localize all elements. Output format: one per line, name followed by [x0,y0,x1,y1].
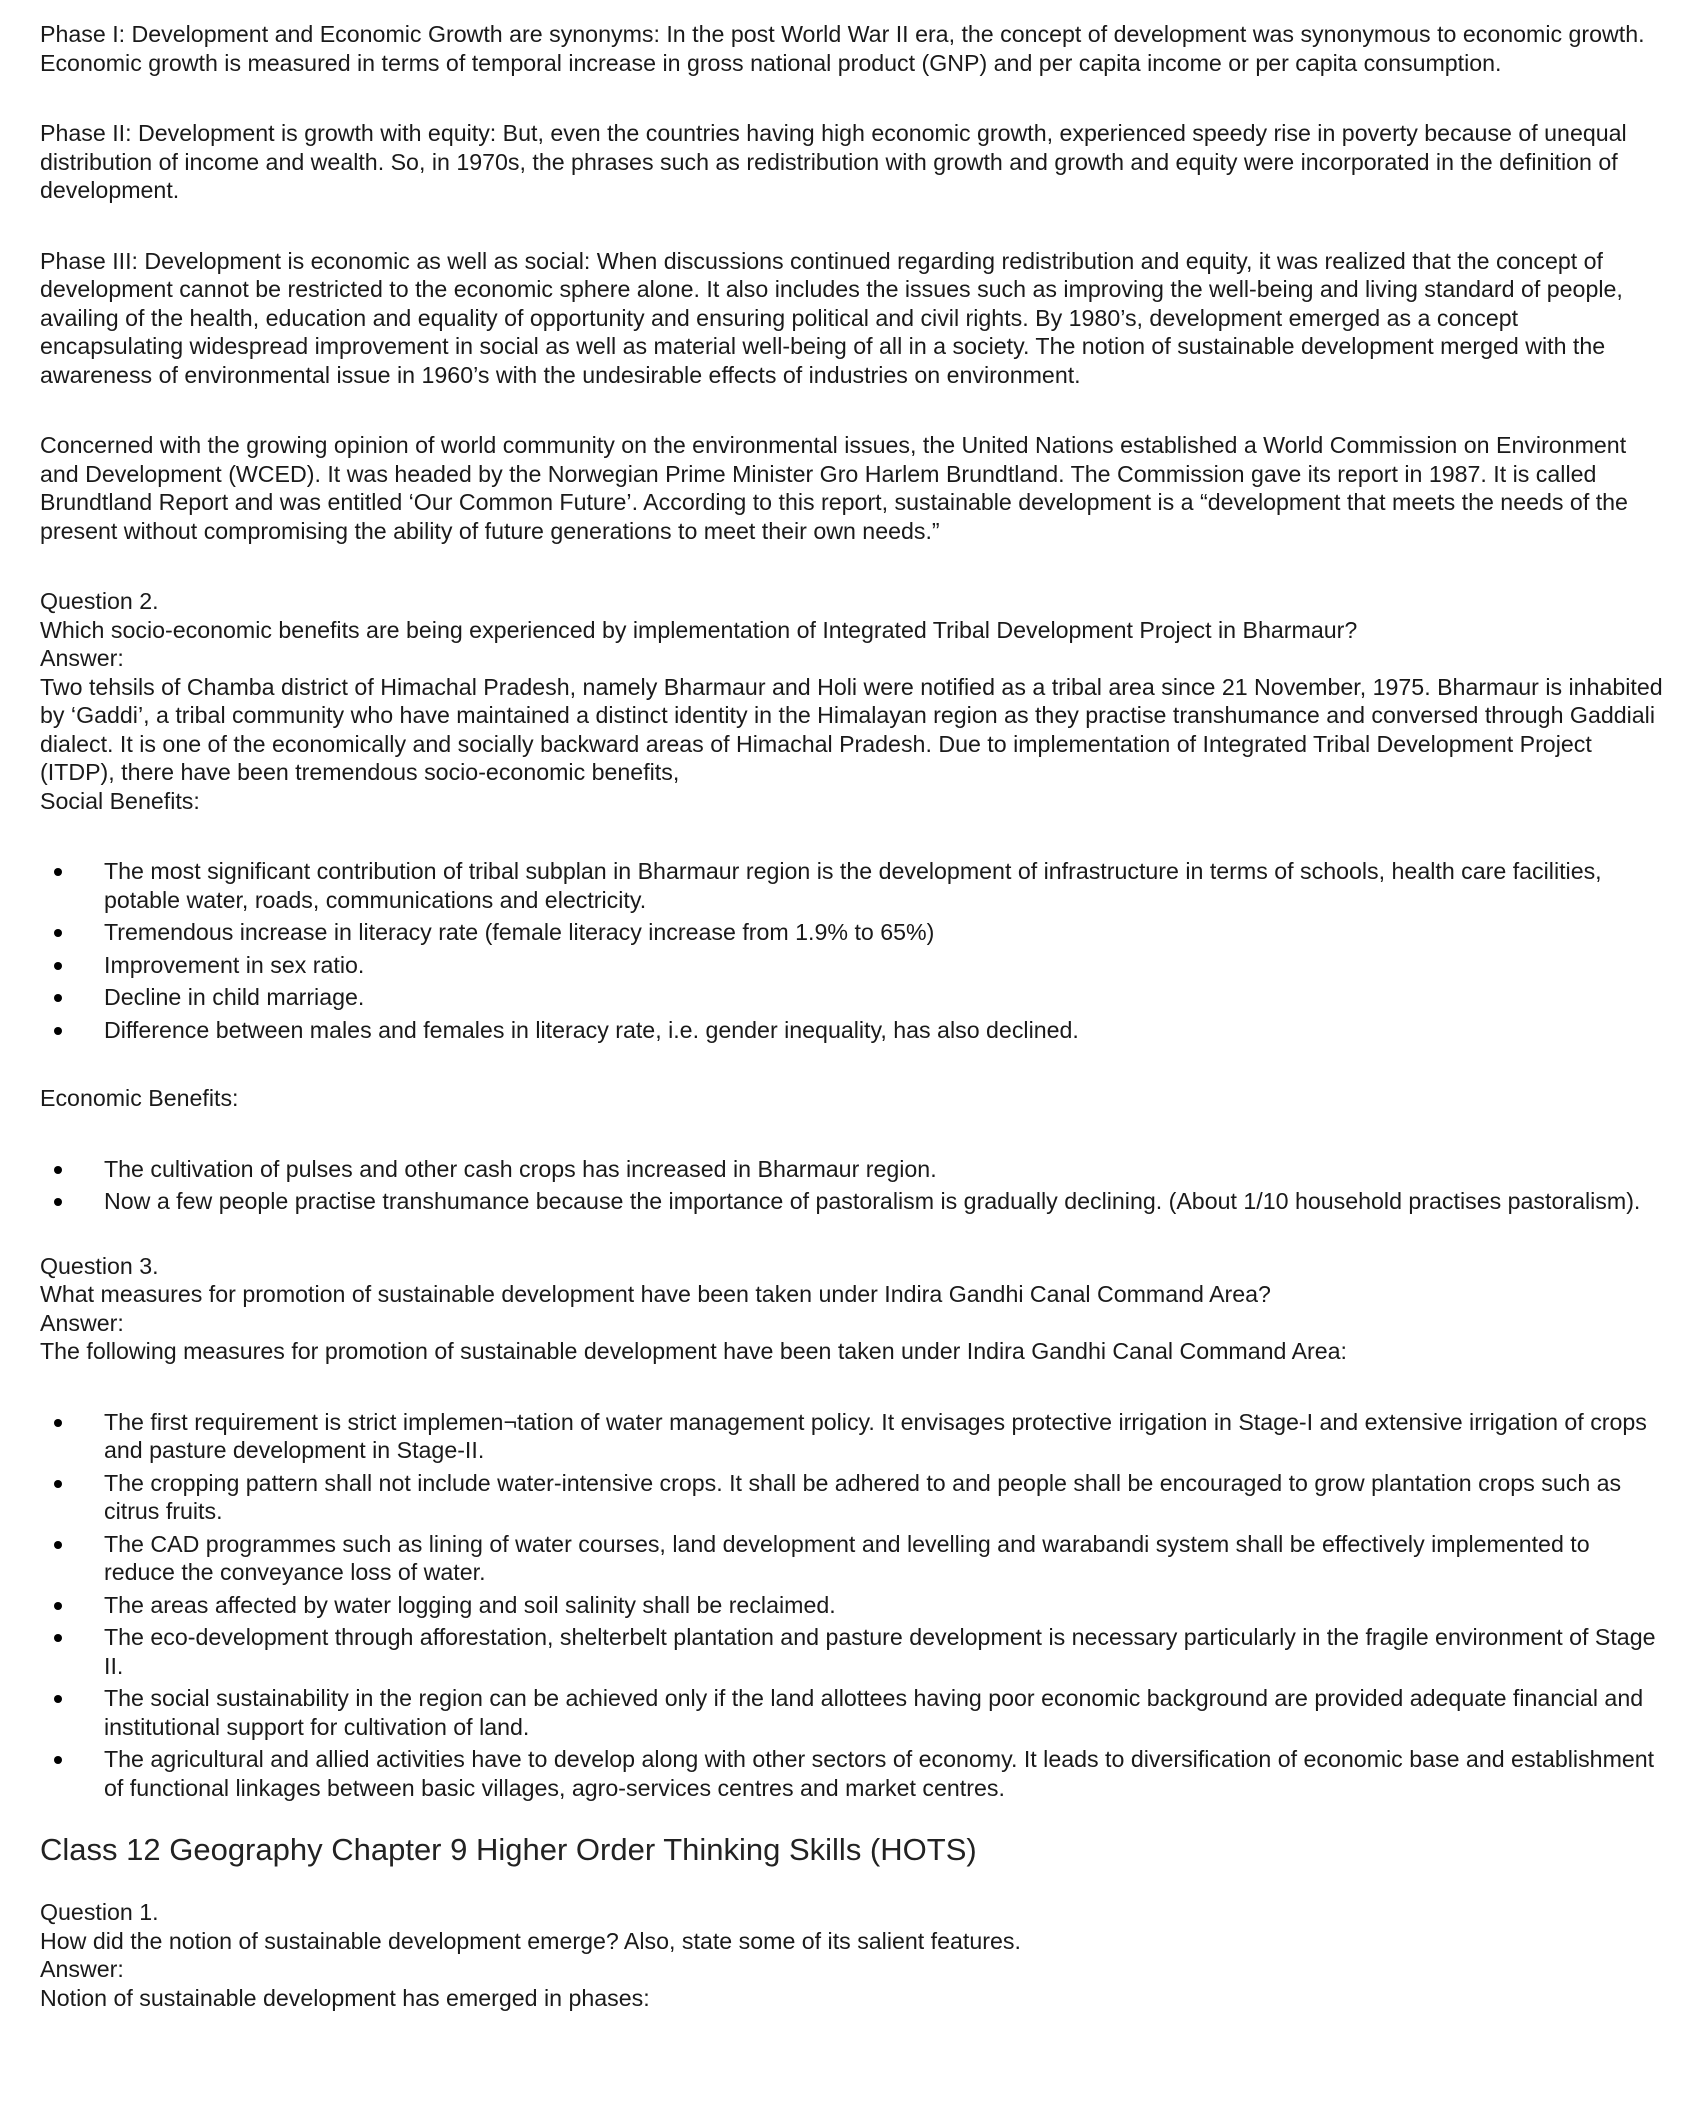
hots-question-1-answer-label: Answer: [40,1956,124,1982]
social-benefits-heading: Social Benefits: [40,787,200,814]
list-item: The cropping pattern shall not include water-intensive crops. It shall be adhered to and people shall be encouraged to grow plantation crops such as citrus fruits. [40,1469,1665,1526]
hots-question-1-label: Question 1. [40,1899,159,1925]
economic-benefits-heading: Economic Benefits: [40,1085,239,1111]
wced-paragraph: Concerned with the growing opinion of world community on the environmental issues, the United Nations established a World Commission on Environment and Development (WCED). It was headed by the Norwegian Prime Minister Gro Harlem Brundtland. The Commission gave its report in 1987. It is called Brundtland Report and was entitled ‘Our Common Future’. According to this report, sustainable development is a “development that meets the needs of the present without compromising the ability of future generations to meet their own needs.” [40,432,1628,544]
measures-list [40,1408,1665,1803]
question-3-block [40,1252,1665,1803]
question-2-answer-text: Two tehsils of Chamba district of Himachal Pradesh, namely Bharmaur and Holi were notified as a tribal area since 21 November, 1975. Bharmaur is inhabited by ‘Gaddi’, a tribal community who have maintained a distinct identity in the Himalayan region as they practise transhumance and conversed through Gaddiali dialect. It is one of the economically and socially backward areas of Himachal Pradesh. Due to implementation of Integrated Tribal Development Project (ITDP), there have been tremendous socio-economic benefits, [40,673,1663,785]
phase-1-paragraph: Phase I: Development and Economic Growth are synonyms: In the post World War II era, the concept of development was synonymous to economic growth. Economic growth is measured in terms of temporal increase in gross national product (GNP) and per capita income or per capita consumption. [40,21,1645,76]
list-item: Decline in child marriage. [40,983,1665,1012]
list-item: The first requirement is strict implemen¬tation of water management policy. It envisages protective irrigation in Stage-I and extensive irrigation of crops and pasture development in Stage-II. [40,1408,1665,1465]
hots-question-1-text: How did the notion of sustainable development emerge? Also, state some of its salient features. [40,1927,1021,1954]
question-2-text: Which socio-economic benefits are being experienced by implementation of Integrated Tribal Development Project in Bharmaur? [40,616,1358,643]
phase-3-paragraph: Phase III: Development is economic as well as social: When discussions continued regarding redistribution and equity, it was realized that the concept of development cannot be restricted to the economic sphere alone. It also includes the issues such as improving the well-being and living standard of people, availing of the health, education and equality of opportunity and ensuring political and civil rights. By 1980’s, development emerged as a concept encapsulating widespread improvement in social as well as material well-being of all in a society. The notion of sustainable development merged with the awareness of environmental issue in 1960’s with the undesirable effects of industries on environment. [40,247,1623,388]
list-item: The social sustainability in the region can be achieved only if the land allottees having poor economic background are provided adequate financial and institutional support for cultivation of land. [40,1684,1665,1741]
list-item: Improvement in sex ratio. [40,951,1665,980]
list-item: Now a few people practise transhumance because the importance of pastoralism is gradually declining. (About 1/10 household practises pastoralism). [40,1187,1665,1216]
list-item: Tremendous increase in literacy rate (female literacy increase from 1.9% to 65%) [40,918,1665,947]
list-item: The CAD programmes such as lining of water courses, land development and levelling and warabandi system shall be effectively implemented to reduce the conveyance loss of water. [40,1530,1665,1587]
hots-question-1-answer-text: Notion of sustainable development has emerged in phases: [40,1984,650,2011]
economic-benefits-list [40,1155,1665,1216]
phase-2-paragraph: Phase II: Development is growth with equity: But, even the countries having high economic growth, experienced speedy rise in poverty because of unequal distribution of income and wealth. So, in 1970s, the phrases such as redistribution with growth and growth and equity were incorporated in the definition of development. [40,120,1627,203]
hots-question-1-block [40,1898,1665,2012]
document-page [40,20,1665,2012]
question-2-block [40,587,1665,1216]
list-item: The areas affected by water logging and soil salinity shall be reclaimed. [40,1591,1665,1620]
list-item: The cultivation of pulses and other cash crops has increased in Bharmaur region. [40,1155,1665,1184]
question-3-text: What measures for promotion of sustainable development have been taken under Indira Gandhi Canal Command Area? [40,1281,1271,1307]
social-benefits-list [40,857,1665,1044]
question-3-label: Question 3. [40,1252,159,1279]
hots-section-heading: Class 12 Geography Chapter 9 Higher Order Thinking Skills (HOTS) [40,1832,977,1867]
question-2-answer-label: Answer: [40,645,124,671]
list-item: The agricultural and allied activities have to develop along with other sectors of economy. It leads to diversification of economic base and establishment of functional linkages between basic villages, agro-services centres and market centres. [40,1745,1665,1802]
question-3-answer-text: The following measures for promotion of sustainable development have been taken under Indira Gandhi Canal Command Area: [40,1338,1348,1364]
list-item: The most significant contribution of tribal subplan in Bharmaur region is the development of infrastructure in terms of schools, health care facilities, potable water, roads, communications and electricity. [40,857,1665,914]
question-3-answer-label: Answer: [40,1309,124,1336]
question-2-label: Question 2. [40,588,159,614]
list-item: Difference between males and females in literacy rate, i.e. gender inequality, has also declined. [40,1016,1665,1045]
list-item: The eco-development through afforestation, shelterbelt plantation and pasture development is necessary particularly in the fragile environment of Stage II. [40,1623,1665,1680]
